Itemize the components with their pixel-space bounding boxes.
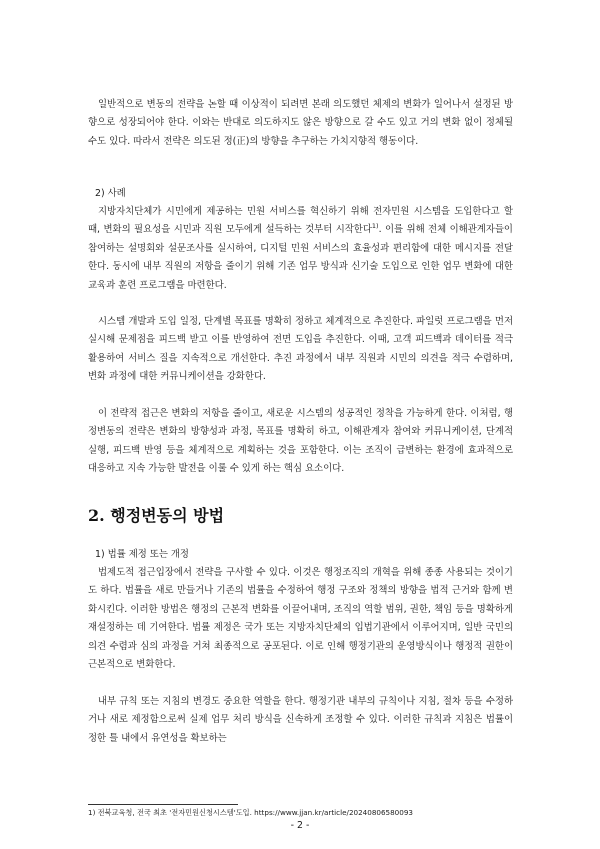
intro-paragraph: 일반적으로 변동의 전략을 논할 때 이상적이 되려면 본래 의도했던 체제의 변화가 일어나서 설정된 방향으로 성장되어야 한다. 이와는 반대로 의도하지도 않은 방향으로 갈 수도 있고 거의 변화 없이 정체될 수도 있다. 따라서 전략은 의도된 정(正)의 방향을 추구하는 가치지향적 행동이다. [88, 99, 513, 147]
case-paragraph-1 [88, 203, 513, 295]
method-paragraph-1: 법제도적 접근입장에서 전략을 구사할 수 있다. 이것은 행정조직의 개혁을 위해 종종 사용되는 것이기도 하다. 법률을 새로 만들거나 기존의 법률을 수정하여 행정 구조와 정책의 방향을 법적 근거와 함께 변화시킨다. 이러한 방법은 행정의 근본적 변화를 이끌어내며, 조직의 역할 범위, 권한, 책임 등을 명확하게 재설정하는 데 기여한다. 법률 제정은 국가 또는 지방자치단체의 입법기관에서 이루어지며, 일반 국민의 의견 수렴과 심의 과정을 거쳐 최종적으로 공포된다. 이로 인해 행정기관의 운영방식이나 행정적 권한이 근본적으로 변화한다. [88, 567, 513, 671]
case-paragraph-3: 이 전략적 접근은 변화의 저항을 줄이고, 새로운 시스템의 성공적인 정착을 가능하게 한다. 이처럼, 행정변동의 전략은 변화의 방향성과 과정, 목표를 명확히 하고, 이해관계자 참여와 커뮤니케이션, 단계적 실행, 피드백 반영 등을 체계적으로 계획하는 것을 포함한다. 이는 조직이 급변하는 환경에 효과적으로 대응하고 지속 가능한 발전을 이룰 수 있게 하는 핵심 요소이다. [88, 408, 513, 475]
case-subtitle: 2) 사례 [95, 188, 126, 199]
section-heading: 2. 행정변동의 방법 [88, 506, 225, 525]
footnote: 1) 전북교육청, 전국 최초 '전자민원신청시스템'도입. https://www.jjan.kr/article/20240806580093 [88, 808, 413, 817]
footnote-divider [88, 804, 238, 805]
method-subtitle: 1) 법률 제정 또는 개정 [95, 549, 189, 560]
case-paragraph-1-text: 지방자치단체가 시민에게 제공하는 민원 서비스를 혁신하기 위해 전자민원 시스템을 도입한다고 할 때, 변화의 필요성을 시민과 직원 모두에게 설득하는 것부터 시작한다 [88, 206, 513, 236]
case-paragraph-1-text-cont: . 이를 위해 전체 이해관계자들이 참여하는 설명회와 설문조사를 실시하여, 디지털 민원 서비스의 효율성과 편리함에 대한 메시지를 전달한다. 동시에 내부 직원의 저항을 줄이기 위해 기존 업무 방식과 신기술 도입으로 인한 업무 변화에 대한 교육과 훈련 프로그램을 마련한다. [88, 224, 513, 291]
footnote-ref: 1) [371, 222, 379, 231]
case-paragraph-2: 시스템 개발과 도입 일정, 단계별 목표를 명확히 정하고 체계적으로 추진한다. 파일럿 프로그램을 먼저 실시해 문제점을 피드백 받고 이를 반영하여 전면 도입을 추진한다. 이때, 고객 피드백과 데이터를 적극 활용하여 서비스 질을 지속적으로 개선한다. 추진 과정에서 내부 직원과 시민의 의견을 적극 수렴하며, 변화 과정에 대한 커뮤니케이션을 강화한다. [88, 316, 513, 383]
method-paragraph-2: 내부 규칙 또는 지침의 변경도 중요한 역할을 한다. 행정기관 내부의 규칙이나 지침, 절차 등을 수정하거나 새로 제정함으로써 실제 업무 처리 방식을 신속하게 조정할 수 있다. 이러한 규칙과 지침은 법률이 정한 틀 내에서 유연성을 확보하는 [88, 696, 513, 744]
page-number: - 2 - [290, 820, 310, 831]
